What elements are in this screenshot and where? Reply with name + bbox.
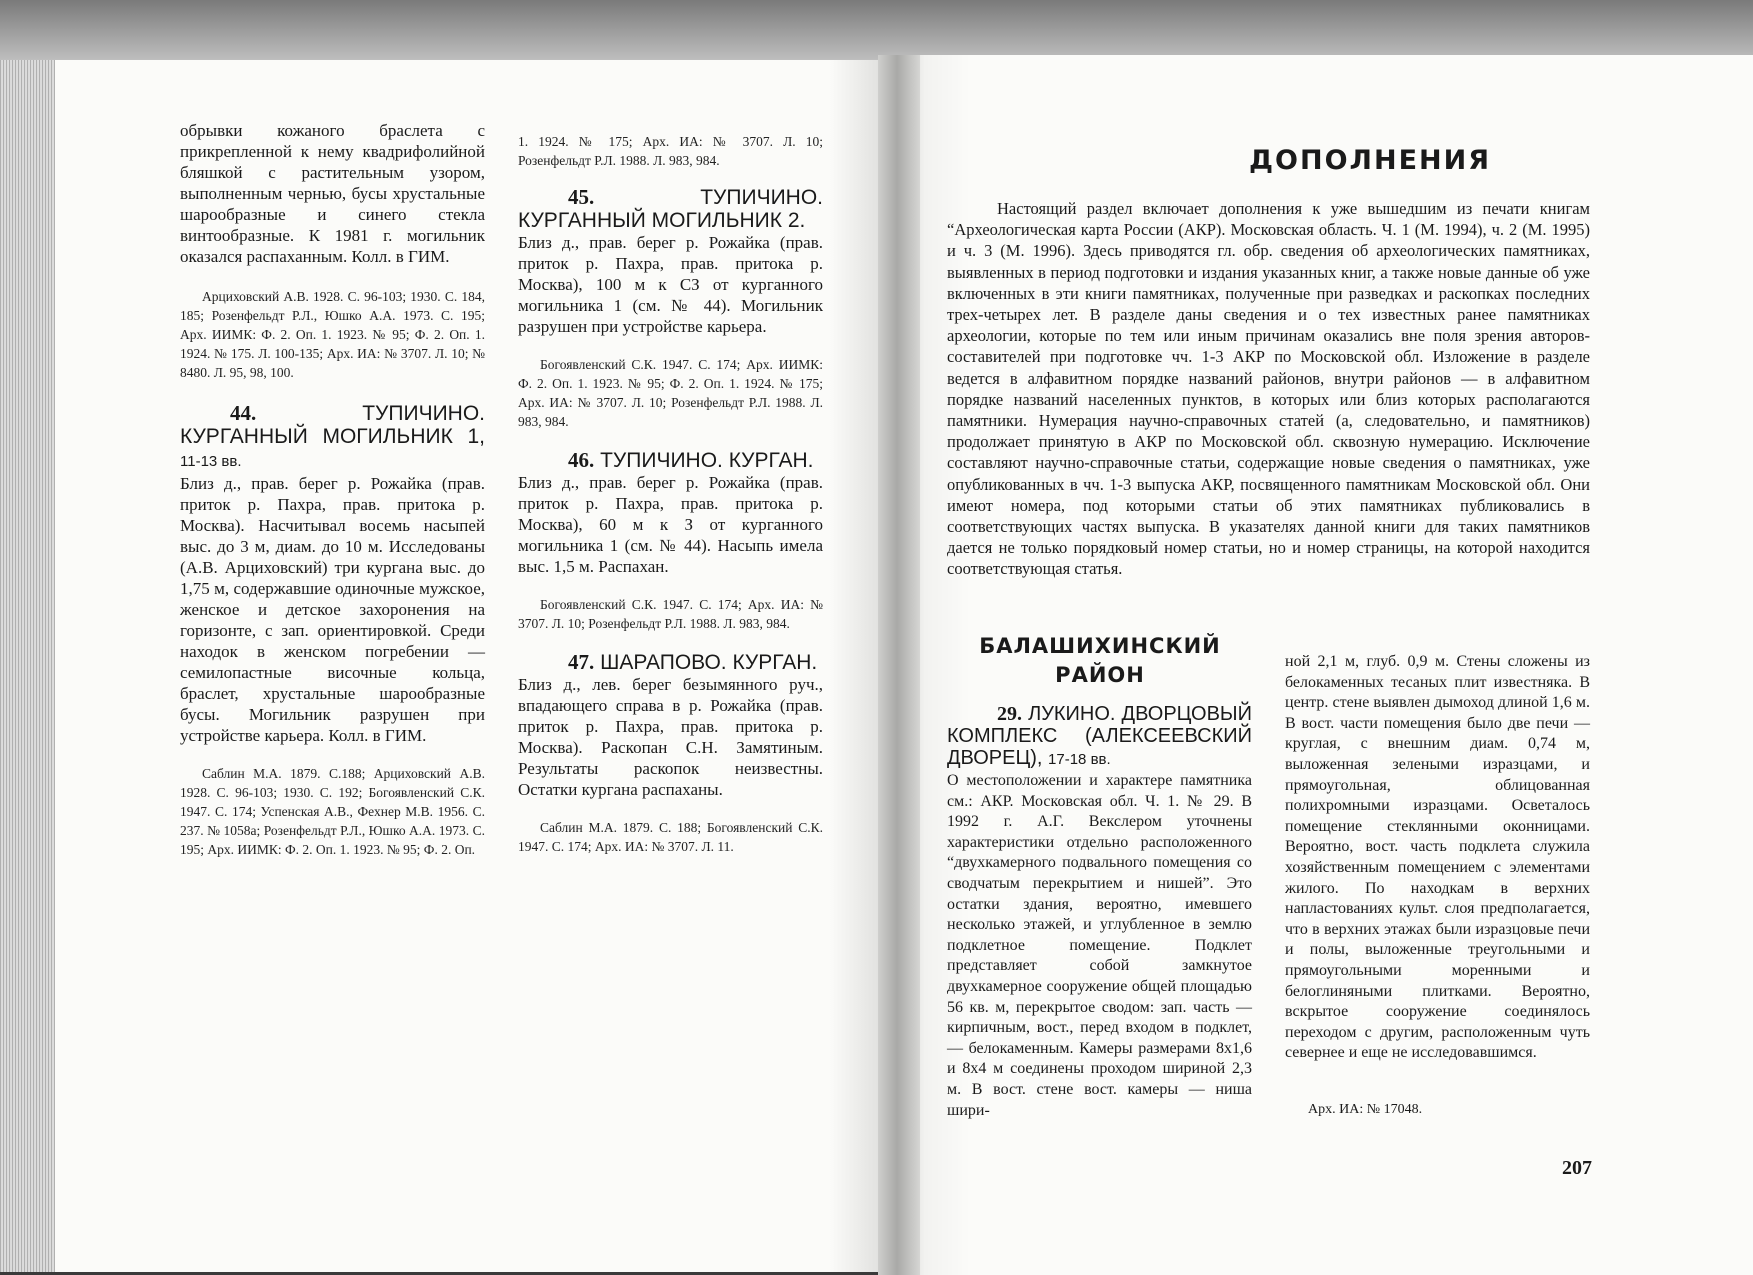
reference-text: 1. 1924. № 175; Арх. ИА: № 3707. Л. 10; Розенфельдт Р.Л. 1988. Л. 983, 984. — [518, 134, 823, 168]
entry-45-references — [518, 355, 823, 431]
right-column-1 — [947, 703, 1252, 1121]
district-heading: БАЛАШИХИНСКИЙ РАЙОН — [979, 634, 1221, 687]
reference-text: Саблин М.А. 1879. С. 188; Богоявленский С.К. 1947. С. 174; Арх. ИА: № 3707. Л. 11. — [518, 820, 823, 854]
entry-44-body: Близ д., прав. берег р. Рожайка (прав. приток р. Пахра, прав. притока р. Москва). Насчитывал восемь насыпей выс. до 3 м, диам. до 10 м. Исследованы (А.В. Арциховский) три кургана выс. до 1,75 м, содержавшие одиночные мужское, женское и детское захоронения на горизонте, с зап. ориентировкой. Среди находок в женском погребении — семилопастные височные кольца, браслет, хрустальные шарообразные бусы. Могильник разрушен при устройстве карьера. Колл. в ГИМ. — [180, 474, 485, 745]
entry-45-body: Близ д., прав. берег р. Рожайка (прав. приток р. Пахра, прав. притока р. Москва), 100 м к СЗ от курганного могильника 1 (см. № 44). Могильник разрушен при устройстве карьера. — [518, 233, 823, 336]
entry-47-body: Близ д., лев. берег безымянного руч., впадающего справа в р. Рожайка (прав. приток р. Пахра, прав. притока р. Москва). Раскопан С.Н. Замятиным. Результаты раскопок неизвестны. Остатки кургана распаханы. — [518, 675, 823, 799]
entry-47-references — [518, 818, 823, 856]
reference-text: Арциховский А.В. 1928. С. 96-103; 1930. С. 184, 185; Розенфельдт Р.Л., Юшко А.А. 1973. С. 195; Арх. ИИМК: Ф. 2. Оп. 1. 1923. № 95; Ф. 2. Оп. 1. 1924. № 175. Л. 100-135; Арх. ИА: № 3707. Л. 10; № 8480. Л. 95, 98, 100. — [180, 289, 485, 380]
right-column-2 — [1285, 652, 1590, 1064]
entry-number: 44. — [230, 401, 257, 425]
reference-text: Богоявленский С.К. 1947. С. 174; Арх. ИА: № 3707. Л. 10; Розенфельдт Р.Л. 1988. Л. 983, 984. — [518, 597, 823, 631]
entry-29-body-part1: О местоположении и характере памятника см.: АКР. Московская обл. Ч. 1. № 29. В 1992 г. А.Г. Векслером уточнены характеристики отдельно расположенного “двухкамерного подвального помещения со сводчатым перекрытием и нишей”. Это остатки здания, вероятно, имевшего несколько этажей, и углубленное в землю подклетное помещение. Подклет представляет собой замкнутое двухкамерное сооружение общей площадью 56 кв. м, перекрытое сводом: зап. часть — кирпичным, вост., перед входом в подклет, — белокаменным. Камеры размерами 8x1,6 и 8x4 м соединены проходом шириной 2,3 м. В вост. стене вост. камеры — ниша шири- — [947, 772, 1252, 1119]
entry-number: 47. — [568, 650, 595, 674]
entry-dating: 17-18 вв. — [1048, 751, 1111, 768]
entry-29-title — [947, 703, 1252, 771]
entry-44-references — [180, 764, 485, 859]
entry-44-title — [180, 402, 485, 473]
book-gutter — [878, 55, 920, 1275]
entry-46-references — [518, 595, 823, 633]
entry-title-text: ТУПИЧИНО. КУРГАН. — [600, 449, 814, 472]
section-heading: ДОПОЛНЕНИЯ — [1249, 145, 1491, 176]
entry-title-text: ЛУКИНО. ДВОРЦОВЫЙ КОМПЛЕКС (АЛЕКСЕЕВСКИЙ ДВОРЕЦ), — [947, 703, 1253, 769]
page-number: 207 — [1562, 1157, 1592, 1179]
entry-46-body: Близ д., прав. берег р. Рожайка (прав. приток р. Пахра, прав. притока р. Москва), 60 м к З от курганного могильника 1 (см. № 44). Насыпь имела выс. 1,5 м. Распахан. — [518, 473, 823, 576]
entry-title-text: ТУПИЧИНО. КУРГАННЫЙ МОГИЛЬНИК 2. — [518, 186, 823, 232]
left-column-2 — [518, 132, 823, 872]
entry-number: 29. — [997, 703, 1022, 725]
entry-29-references: Арх. ИА: № 17048. — [1308, 1102, 1423, 1117]
section-intro — [947, 198, 1590, 580]
entry-43-continuation: обрывки кожаного браслета с прикрепленной к нему квадрифолийной бляшкой с растительным узором, выполненным чернью, бусы хрустальные шарообразные и синего стекла винтообразные. К 1981 г. могильник оказался распаханным. Колл. в ГИМ. — [180, 121, 485, 266]
entry-dating: 11-13 вв. — [180, 453, 242, 470]
entry-43-references — [180, 287, 485, 382]
entry-title-text: ШАРАПОВО. КУРГАН. — [600, 651, 818, 674]
entry-46-title — [518, 449, 823, 472]
entry-number: 46. — [568, 448, 595, 472]
entry-44-references-continued — [518, 132, 823, 170]
entry-title-text: ТУПИЧИНО. КУРГАННЫЙ МОГИЛЬНИК 1, — [180, 402, 485, 448]
entry-number: 45. — [568, 185, 595, 209]
left-column-1 — [180, 120, 485, 875]
entry-47-title — [518, 651, 823, 674]
page-edges — [0, 60, 55, 1272]
reference-text: Саблин М.А. 1879. С.188; Арциховский А.В. 1928. С. 96-103; 1930. С. 192; Богоявленский С.К. 1947. С. 174; Успенская А.В., Фехнер М.В. 1956. С. 237. № 1058а; Розенфельдт Р.Л., Юшко А.А. 1973. С. 195; Арх. ИИМК: Ф. 2. Оп. 1. 1923. № 95; Ф. 2. Оп. — [180, 766, 485, 857]
entry-29-body-part2: ной 2,1 м, глуб. 0,9 м. Стены сложены из белокаменных тесаных плит известняка. В центр. стене выявлен дымоход длиной 1,6 м. В вост. части помещения было две печи — круглая, с внешним диам. 0,74 м, выложенная зелеными изразцами, и прямоугольная, облицованная полихромными изразцами. Осветалось помещение стеклянными оконницами. Вероятно, вост. часть подклета служила хозяйственным помещением с элементами жилого. По находкам в верхних напластованиях культ. слоя предполагается, что в верхних этажах были изразцовые печи и полы, выложенные треугольными и прямоугольными моренными и белоглиняными плитками. Вероятно, вскрытое сооружение соединялось переходом с другим, расположенным чуть севернее и еще не исследовавшимся. — [1285, 653, 1590, 1062]
entry-45-title — [518, 186, 823, 232]
reference-text: Богоявленский С.К. 1947. С. 174; Арх. ИИМК: Ф. 2. Оп. 1. 1923. № 95; Ф. 2. Оп. 1. 1924. № 175; Арх. ИА: № 3707. Л. 10; Розенфельдт Р.Л. 1988. Л. 983, 984. — [518, 357, 823, 429]
intro-paragraph: Настоящий раздел включает дополнения к уже вышедшим из печати книгам “Археологическая карта России (АКР). Московская область. Ч. 1 (М. 1994), ч. 2 (М. 1995) и ч. 3 (М. 1996). Здесь приводятся гл. обр. сведения об археологических памятниках, выявленных в период подготовки и издания указанных книг, а также новые данные об уже включенных в эти книги памятниках, полученные при разведках и раскопках последних трех-четырех лет. В разделе даны сведения и о тех известных ранее памятниках археологии, которые по тем или иным причинам оказались вне поля зрения авторов-составителей при подготовке чч. 1-3 АКР по Московской обл. Изложение в разделе ведется в алфавитном порядке названий районов, внутри районов — в алфавитном порядке названий населенных пунктов, в которых или близ которых располагаются памятники. Нумерация научно-справочных статей (а, следовательно, и памятников) продолжает принятую в АКР по Московской обл. сквозную нумерацию. Исключение составляют научно-справочные статьи, содержащие новые сведения о памятниках, уже опубликованных в чч. 1-3 выпуска АКР, посвященного памятникам Московской обл. Они имеют номера, под которыми статьи об этих памятниках публиковались в соответствующих частях выпуска. В указателях данной книги для таких памятников дается не только порядковый номер статьи, но и номер страницы, на которой находится соответствующая статья. — [947, 199, 1590, 579]
